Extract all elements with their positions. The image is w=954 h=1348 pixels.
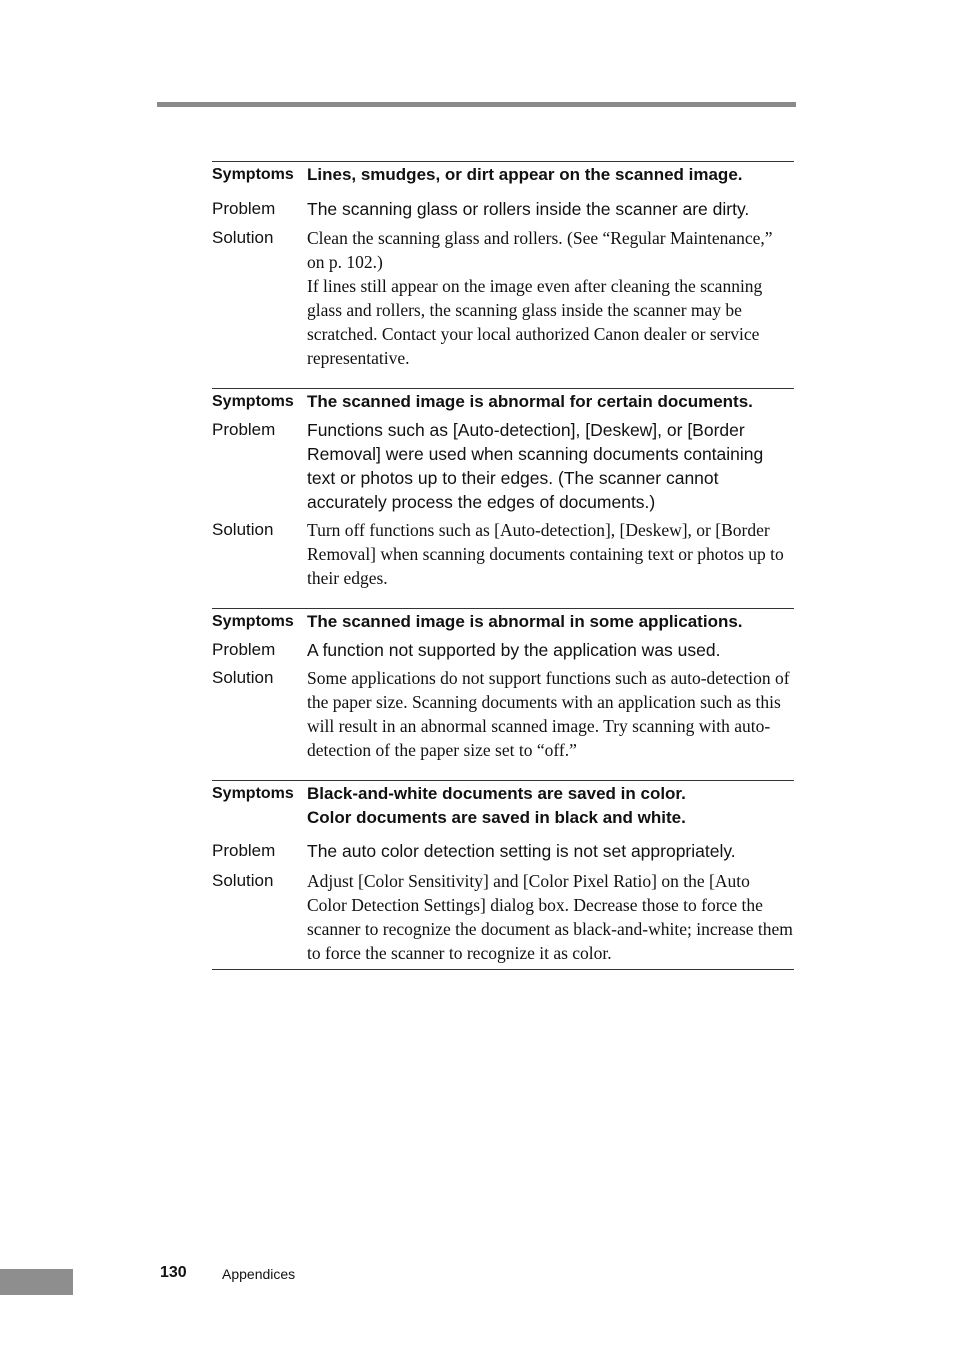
problem-text: The scanning glass or rollers inside the scanner are dirty. [307, 199, 750, 219]
solution-text: Some applications do not support functions such as auto-detection of the paper size. Scanning documents with an application such as this will result in an abnormal scanned image. Try scanning with auto-detection of the paper size set to “off.” [307, 668, 790, 760]
solution-label: Solution [212, 668, 274, 687]
symptoms-label: Symptoms [212, 785, 294, 802]
solution-label: Solution [212, 228, 274, 247]
troubleshooting-entry [212, 780, 794, 970]
problem-text: A function not supported by the application was used. [307, 640, 721, 660]
page-number: 130 [160, 1264, 187, 1281]
symptoms-text: Lines, smudges, or dirt appear on the scanned image. [307, 165, 743, 184]
symptoms-text: The scanned image is abnormal for certain documents. [307, 392, 753, 411]
solution-text: Adjust [Color Sensitivity] and [Color Pixel Ratio] on the [Auto Color Detection Settings] dialog box. Decrease those to force the scanner to recognize the document as black-and-white; increase them to force the scanner to recognize it as color. [307, 871, 793, 963]
problem-label: Problem [212, 420, 276, 439]
solution-label: Solution [212, 520, 274, 539]
problem-text: Functions such as [Auto-detection], [Deskew], or [Border Removal] were used when scanning documents containing text or photos up to their edges. (The scanner cannot accurately process the edges of documents.) [307, 420, 764, 512]
problem-label: Problem [212, 841, 276, 860]
symptoms-label: Symptoms [212, 393, 294, 410]
symptoms-label: Symptoms [212, 613, 294, 630]
problem-label: Problem [212, 199, 276, 218]
symptoms-text: The scanned image is abnormal in some applications. [307, 612, 743, 631]
symptoms-text: Black-and-white documents are saved in color. Color documents are saved in black and white. [307, 784, 686, 827]
solution-label: Solution [212, 871, 274, 890]
troubleshooting-entry [212, 388, 794, 608]
footer-tab-bar [0, 1269, 73, 1295]
solution-text: Clean the scanning glass and rollers. (See “Regular Maintenance,” on p. 102.) If lines still appear on the image even after cleaning the scanning glass and rollers, the scanning glass inside the scanner may be scratched. Contact your local authorized Canon dealer or service representative. [307, 228, 773, 368]
solution-text: Turn off functions such as [Auto-detection], [Deskew], or [Border Removal] when scanning documents containing text or photos up to their edges. [307, 520, 784, 588]
troubleshooting-table [212, 161, 794, 970]
footer-section-name: Appendices [222, 1266, 296, 1282]
troubleshooting-entry [212, 161, 794, 388]
problem-label: Problem [212, 640, 276, 659]
problem-text: The auto color detection setting is not set appropriately. [307, 841, 736, 861]
troubleshooting-entry [212, 608, 794, 780]
header-rule [157, 102, 796, 107]
symptoms-label: Symptoms [212, 166, 294, 183]
